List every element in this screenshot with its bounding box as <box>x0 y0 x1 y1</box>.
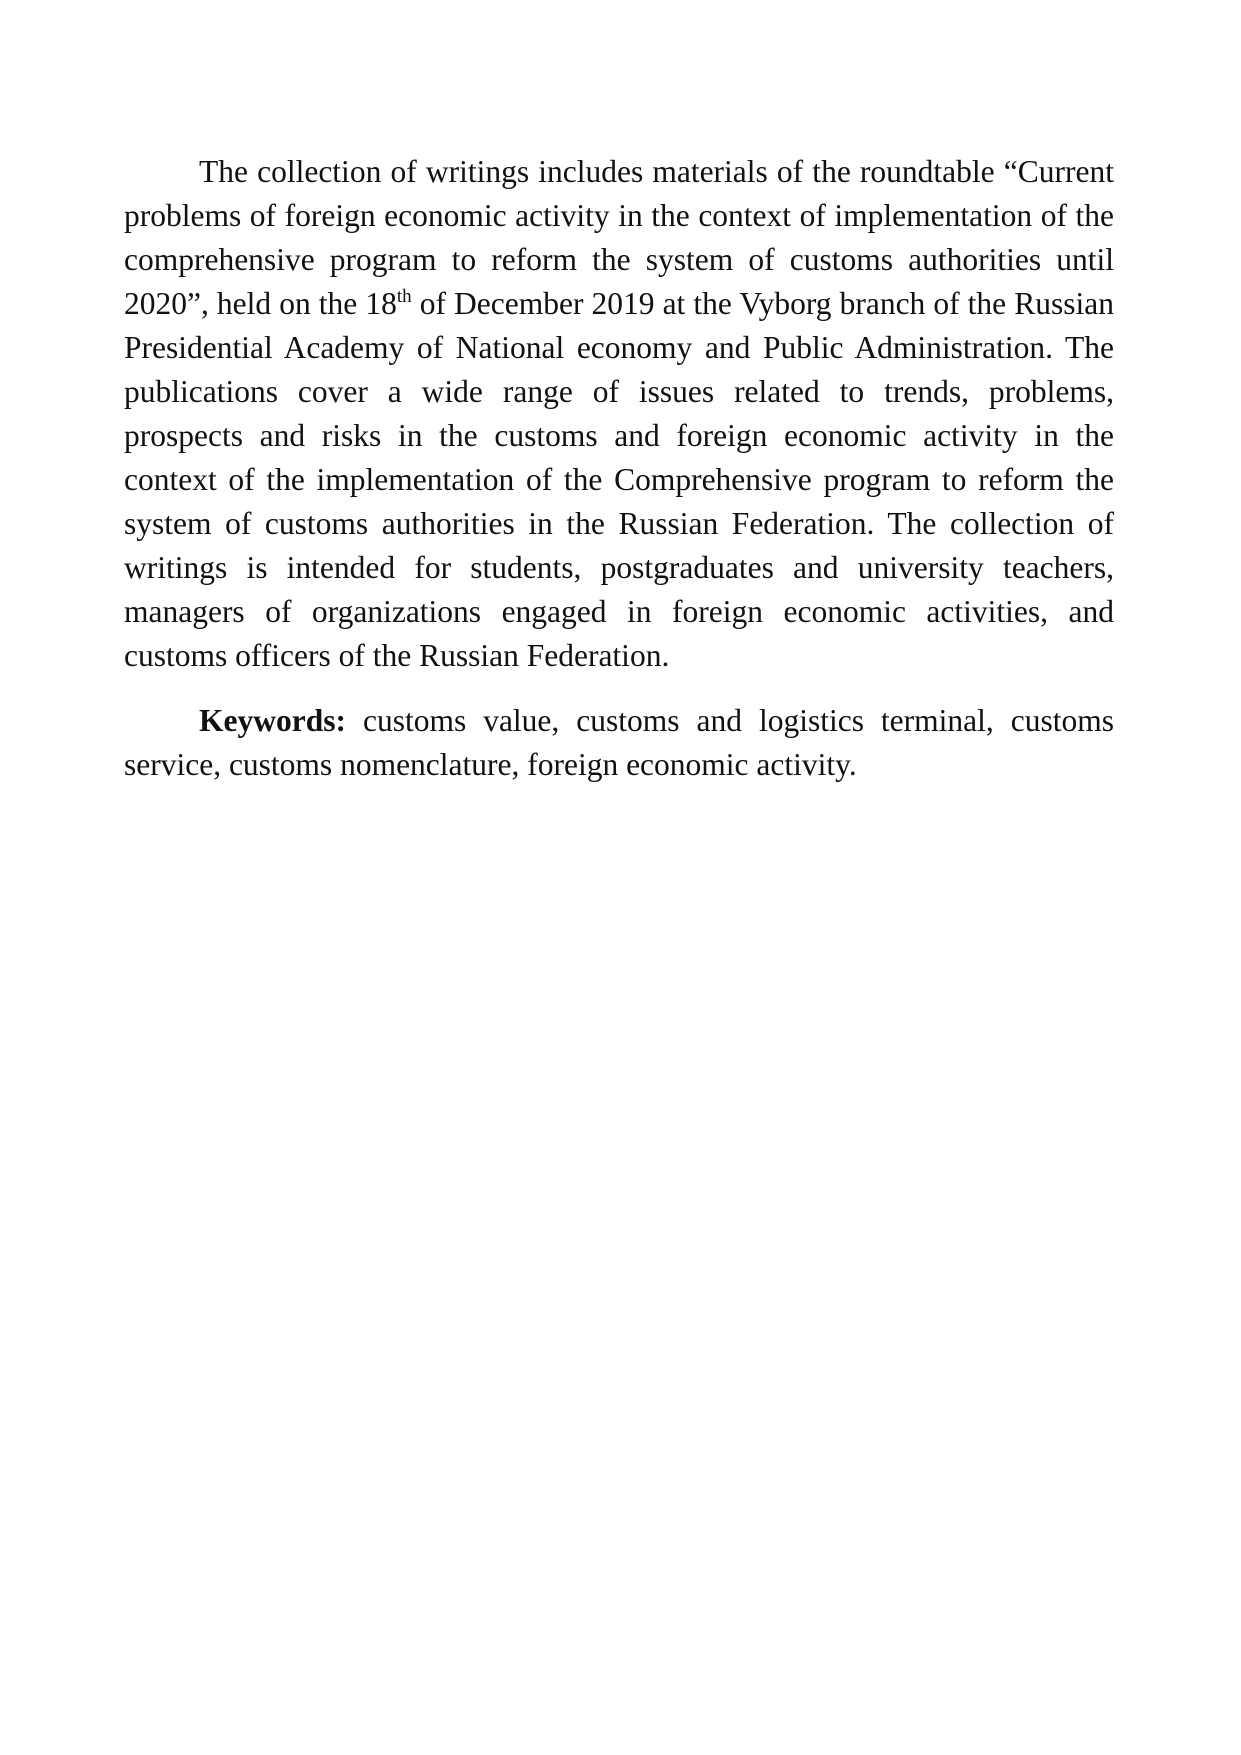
keywords-label: Keywords: <box>199 703 346 738</box>
keywords-text: customs value, customs and logistics terminal, customs service, customs nomenclature, foreign economic activity. <box>124 703 1114 782</box>
keywords-paragraph <box>124 699 1114 787</box>
abstract-text-part-1: The collection of writings includes materials of the roundtable “Current problems of foreign economic activity in the context of implementation of the comprehensive program to reform the system of customs authorities until 2020”, held on the 18 <box>124 154 1114 321</box>
abstract-text-part-2: of December 2019 at the Vyborg branch of the Russian Presidential Academy of National economy and Public Administration. The publications cover a wide range of issues related to trends, problems, prospects and risks in the customs and foreign economic activity in the context of the implementation of the Comprehensive program to reform the system of customs authorities in the Russian Federation. The collection of writings is intended for students, postgraduates and university teachers, managers of organizations engaged in foreign economic activities, and customs officers of the Russian Federation. <box>124 286 1114 673</box>
abstract-text-block <box>124 150 1114 787</box>
ordinal-suffix: th <box>396 286 412 307</box>
abstract-paragraph <box>124 150 1114 678</box>
